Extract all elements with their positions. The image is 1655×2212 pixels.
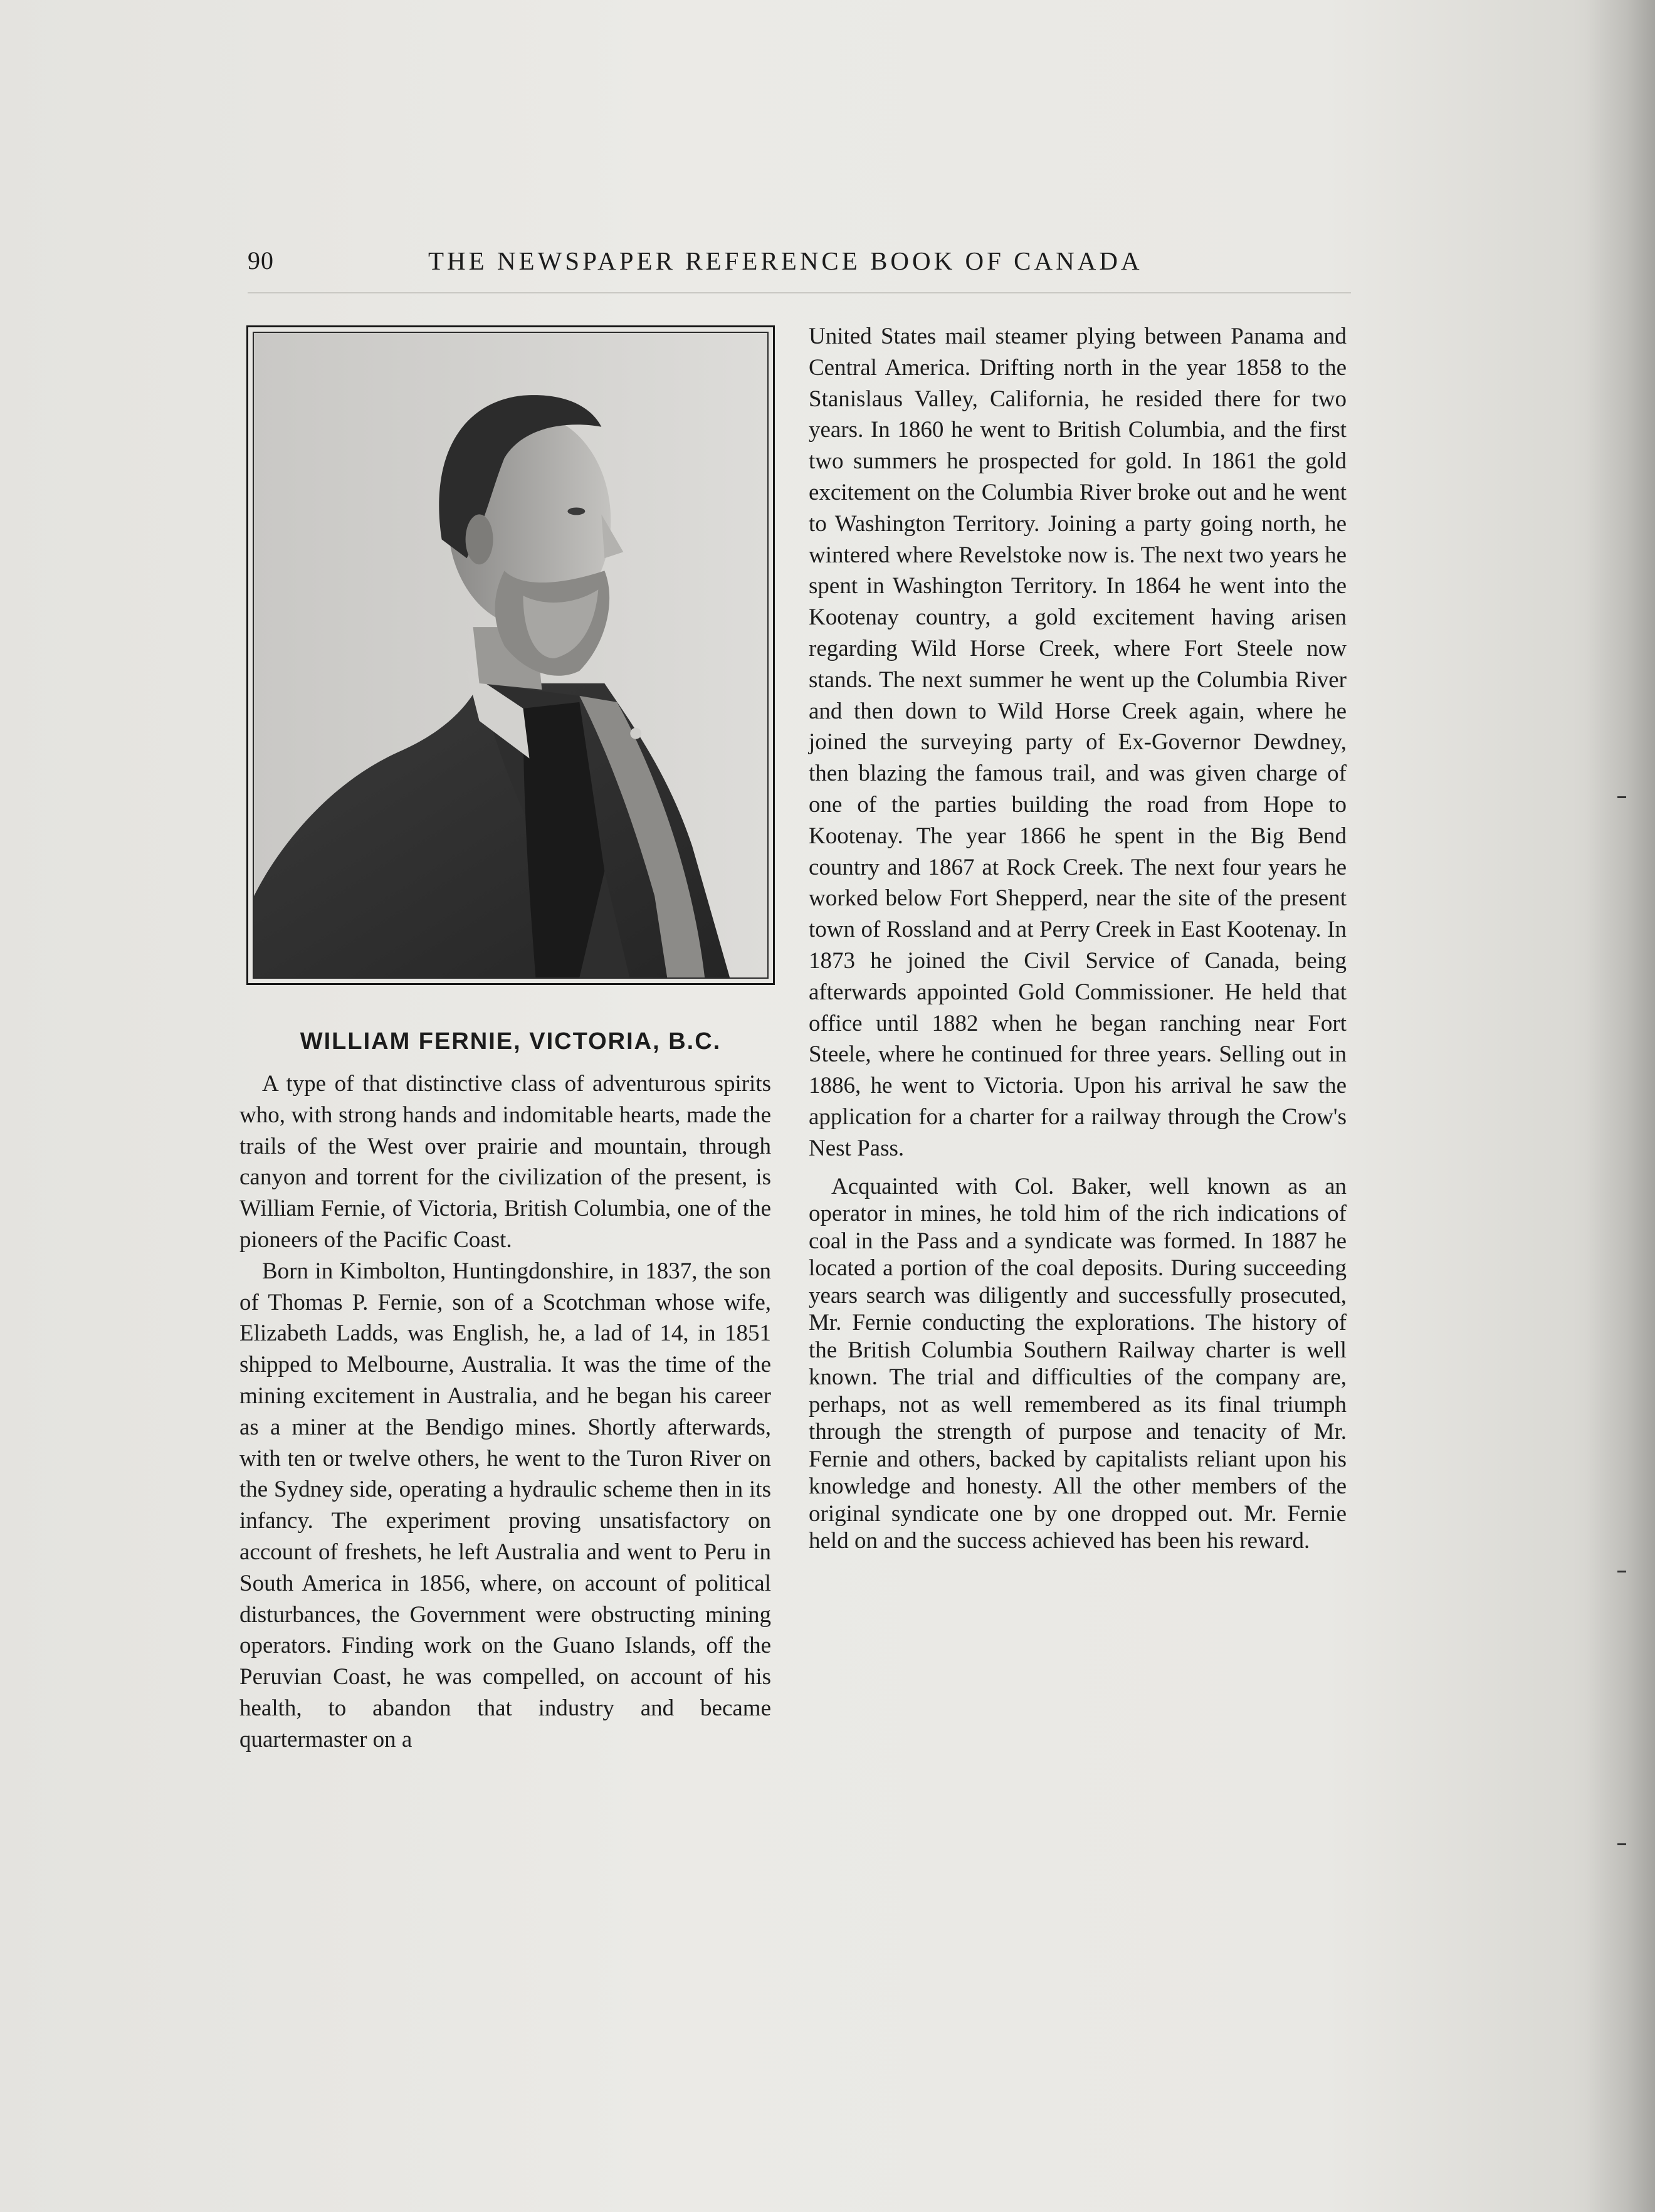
article-paragraph: A type of that distinctive class of adventurous spirits who, with strong hands and indomitable hearts, made the trails of the West over prairie and mountain, through canyon and torrent for the civilization of the present, is William Fernie, of Victoria, British Columbia, one of the pioneers of the Pacific Coast.: [239, 1071, 771, 1253]
portrait-illustration: [254, 333, 767, 977]
article-heading: WILLIAM FERNIE, VICTORIA, B.C.: [300, 1028, 722, 1055]
portrait-photo-frame: [246, 325, 775, 985]
edge-mark: [1617, 1571, 1626, 1572]
article-paragraph: Born in Kimbolton, Huntingdonshire, in 1837, the son of Thomas P. Fernie, son of a Scotchman whose wife, Elizabeth Ladds, was English, he, a lad of 14, in 1851 shipped to Melbourne, Australia. It was the time of the mining excitement in Australia, and he began his career as a miner at the Bendigo mines. Shortly afterwards, with ten or twelve others, he went to the Turon River on the Sydney side, operating a hydraulic scheme then in its infancy. The experiment proving unsatisfactory on account of freshets, he left Australia and went to Peru in South America in 1856, where, on account of political disturbances, the Government were obstructing mining operators. Finding work on the Guano Islands, off the Peruvian Coast, he was compelled, on account of his health, to abandon that industry and became quartermaster on a: [239, 1258, 771, 1752]
article-paragraph: Acquainted with Col. Baker, well known as an operator in mines, he told him of the rich indications of coal in the Pass and a syndicate was formed. In 1887 he located a portion of the coal deposits. During succeeding years search was diligently and successfully prosecuted, Mr. Fernie conducting the explorations. The history of the British Columbia Southern Railway charter is well known. The trial and difficulties of the company are, perhaps, not as well remembered as its final triumph through the strength of purpose and tenacity of Mr. Fernie and others, backed by capitalists reliant upon his knowledge and honesty. All the other members of the original syndicate one by one dropped out. Mr. Fernie held on and the success achieved has been his reward.: [809, 1173, 1347, 1554]
article-paragraph: United States mail steamer plying between Panama and Central America. Drifting north in the year 1858 to the Stanislaus Valley, California, he resided there for two years. In 1860 he went to British Columbia, and the first two summers he prospected for gold. In 1861 the gold excitement on the Columbia River broke out and he went to Washington Territory. Joining a party going north, he wintered where Revelstoke now is. The next two years he spent in Washington Territory. In 1864 he went into the Kootenay country, a gold excitement having arisen regarding Wild Horse Creek, where Fort Steele now stands. The next summer he went up the Columbia River and then down to Wild Horse Creek again, where he joined the surveying party of Ex-Governor Dewdney, then blazing the famous trail, and was given charge of one of the parties building the road from Hope to Kootenay. The year 1866 he spent in the Big Bend country and 1867 at Rock Creek. The next four years he worked below Fort Shepperd, near the site of the present town of Rossland and at Perry Creek in East Kootenay. In 1873 he joined the Civil Service of Canada, being afterwards appointed Gold Commissioner. He held that office until 1882 when he began ranching near Fort Steele, where he continued for three years. Selling out in 1886, he went to Victoria. Upon his arrival he saw the application for a charter for a railway through the Crow's Nest Pass.: [809, 324, 1347, 1161]
page-number: 90: [248, 246, 274, 275]
article-column-right: [809, 321, 1347, 1555]
header-rule: [248, 292, 1351, 293]
edge-mark: [1617, 796, 1626, 798]
running-head: [248, 246, 1351, 283]
portrait-photo: [253, 332, 769, 979]
article-column-left: [239, 1068, 771, 1756]
running-head-title: THE NEWSPAPER REFERENCE BOOK OF CANADA: [428, 246, 1143, 275]
page-edge-shadow: [1586, 0, 1655, 2212]
edge-mark: [1617, 1843, 1626, 1845]
